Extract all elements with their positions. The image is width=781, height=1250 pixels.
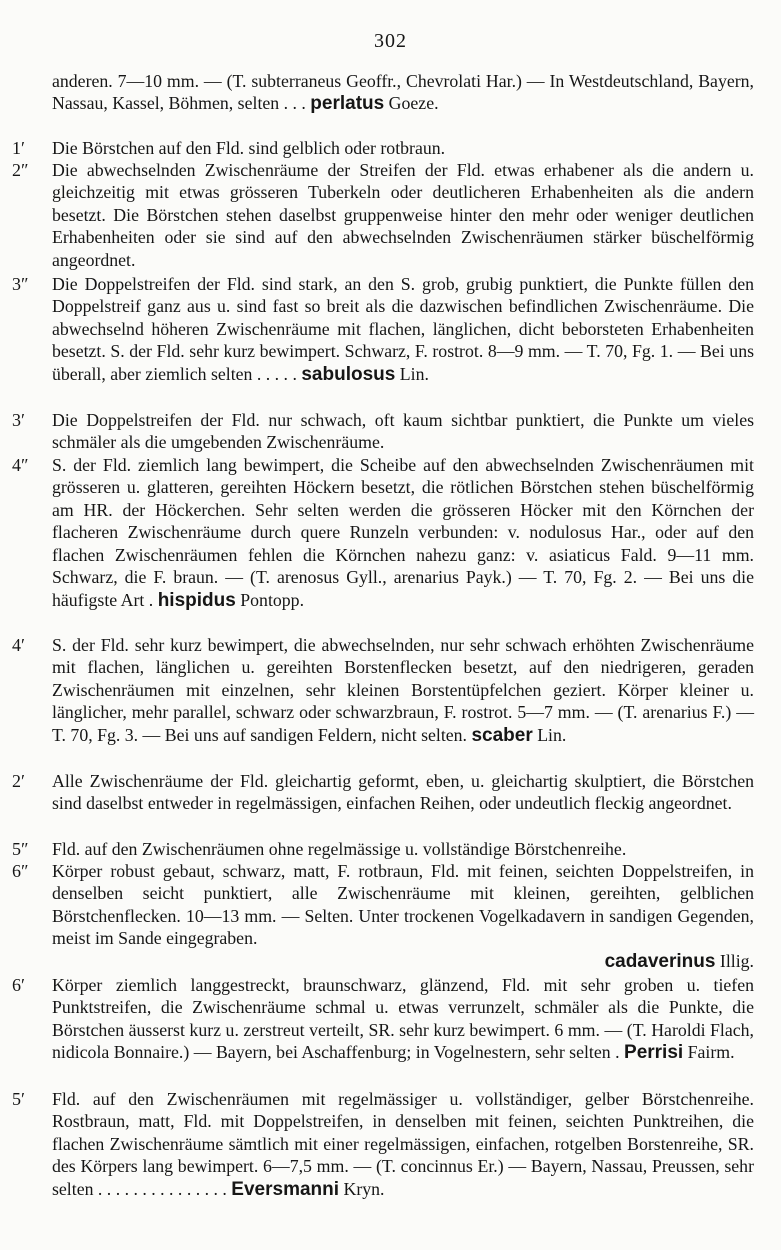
entry-text: S. der Fld. ziemlich lang bewimpert, die Scheibe auf den abwechselnden Zwischenräumen mit grösseren u. glatteren, gereihten Höckern besetzt, die rötlichen Börstchen stehen büschelförmig am HR. der Höckerchen. Sehr selten werden die grösseren Höcker mit den Körnchen der flacheren Zwischenräume durch quere Runzeln verbunden: v. nodulosus Har., oder auf den flachen Zwischenräumen fehlen die Körnchen nahezu ganz: v. asiaticus Fald. 9—11 mm. Schwarz, die F. braun. — (T. arenosus Gyll., arenarius Payk.) — T. 70, Fg. 2. — Bei uns die häufigste Art . [52, 455, 754, 610]
key-label: 4″ [12, 455, 29, 475]
entry-text: Fld. auf den Zwischenräumen mit regelmässiger u. vollständiger, gelber Börstchenreihe. Rostbraun, matt, Fld. mit Doppelstreifen, in denselben mit feinen, seichten Punktreihen, die flachen Zwischenräume sämtlich mit einer regelmässigen, einfachen, rotgelben Borstenreihe, SR. des Körpers lang bewimpert. 6—7,5 mm. — (T. concinnus Er.) — Bayern, Nassau, Preussen, sehr selten . . . . . . . . . . . . . . . [52, 1089, 754, 1199]
entry-text: Körper ziemlich langgestreckt, braunschwarz, glänzend, Fld. mit sehr groben u. tiefen Punktstreifen, die Zwischenräume schmal u. etwas verrunzelt, schmäler als die Punkte, die Börstchen äusserst kurz u. zerstreut verteilt, SR. sehr kurz bewimpert. 6 mm. — (T. Haroldi Flach, nidicola Bonnaire.) — Bayern, bei Aschaffenburg; in Vogelnestern, sehr selten . [52, 975, 754, 1063]
species-name: Perrisi [624, 1042, 684, 1064]
key-entry [12, 838, 754, 860]
page-number: 302 [374, 30, 407, 52]
species-author: Illig. [719, 950, 754, 971]
species-name: perlatus [310, 93, 385, 115]
entry-text: anderen. 7—10 mm. — (T. subterraneus Geoffr., Chevrolati Har.) — In Westdeutschland, Bayern, Nassau, Kassel, Böhmen, selten . . . [52, 71, 754, 114]
key-label: 2′ [12, 771, 25, 791]
key-label: 5′ [12, 1089, 25, 1109]
key-entry-continued [50, 70, 754, 137]
species-name: sabulosus [301, 363, 396, 385]
key-entry [12, 974, 754, 1088]
species-author: Lin. [537, 724, 567, 745]
species-name: cadaverinus [604, 950, 716, 972]
species-name: Eversmanni [231, 1178, 340, 1200]
species-author: Goeze. [388, 93, 439, 114]
species-name: hispidus [157, 589, 236, 611]
key-entry [12, 860, 754, 974]
species-author: Pontopp. [240, 589, 305, 610]
key-entry [12, 273, 754, 409]
key-label: 2″ [12, 160, 29, 180]
key-entry [12, 159, 754, 273]
key-label: 3″ [12, 274, 29, 294]
key-entry [12, 770, 754, 838]
entry-text: Alle Zwischenräume der Fld. gleichartig geformt, eben, u. gleichartig skulptiert, die Börstchen sind daselbst entweder in regelmässigen, einfachen Reihen, oder undeutlich fleckig angeordnet. [52, 771, 754, 814]
key-text [12, 70, 754, 1200]
key-entry [12, 409, 754, 454]
key-label: 6″ [12, 861, 29, 881]
key-entry [12, 634, 754, 770]
species-name: scaber [471, 724, 533, 746]
key-label: 1′ [12, 138, 25, 158]
key-label: 4′ [12, 635, 25, 655]
key-label: 3′ [12, 410, 25, 430]
key-entry [12, 454, 754, 634]
key-label: 5″ [12, 839, 29, 859]
key-entry [12, 1088, 754, 1200]
entry-text: Die abwechselnden Zwischenräume der Streifen der Fld. etwas erhabener als die andern u. gleichzeitig mit etwas grösseren Tuberkeln oder deutlicheren Erhabenheiten als die andern besetzt. Die Börstchen stehen daselbst gruppenweise hinter den mehr oder weniger deutlichen Erhabenheiten oder sie sind auf den abwechselnden Zwischenräumen stärker büschelförmig angeordnet. [52, 160, 754, 270]
entry-text: Die Börstchen auf den Fld. sind gelblich oder rotbraun. [52, 138, 446, 158]
species-author: Lin. [399, 363, 429, 384]
key-entry [12, 137, 754, 159]
species-author: Fairm. [687, 1042, 735, 1063]
species-author: Kryn. [343, 1178, 385, 1199]
entry-text: Fld. auf den Zwischenräumen ohne regelmässige u. vollständige Börstchenreihe. [52, 839, 627, 859]
entry-text: Die Doppelstreifen der Fld. sind stark, an den S. grob, grubig punktiert, die Punkte füllen den Doppelstreif ganz aus u. sind fast so breit als die dazwischen befindlichen Zwischenräume. Die abwechselnd höheren Zwischenräume mit flachen, länglichen, dicht beborsteten Erhabenheiten besetzt. S. der Fld. sehr kurz bewimpert. Schwarz, F. rostrot. 8—9 mm. — T. 70, Fg. 1. — Bei uns überall, aber ziemlich selten . . . . . [52, 274, 754, 384]
entry-text: S. der Fld. sehr kurz bewimpert, die abwechselnden, nur sehr schwach erhöhten Zwischenräume mit flachen, länglichen u. gereihten Borstenflecken besetzt, auf den niedrigeren, geraden Zwischenräumen mit einzelnen, sehr kleinen Borstentüpfelchen geziert. Körper kleiner u. länglicher, mehr parallel, schwarz oder schwarzbraun, F. rostrot. 5—7 mm. — (T. arenarius F.) — T. 70, Fg. 3. — Bei uns auf sandigen Feldern, nicht selten. [52, 635, 754, 745]
entry-text: Körper robust gebaut, schwarz, matt, F. rotbraun, Fld. mit feinen, seichten Doppelstreifen, in denselben seicht punktiert, alle Zwischenräume mit kleinen, gereihten, gelblichen Börstchenflecken. 10—13 mm. — Selten. Unter trockenen Vogelkadavern in sandigen Gegenden, meist im Sande eingegraben. [52, 861, 754, 949]
key-label: 6′ [12, 975, 25, 995]
entry-text: Die Doppelstreifen der Fld. nur schwach, oft kaum sichtbar punktiert, die Punkte um vieles schmäler als die umgebenden Zwischenräume. [52, 410, 754, 453]
